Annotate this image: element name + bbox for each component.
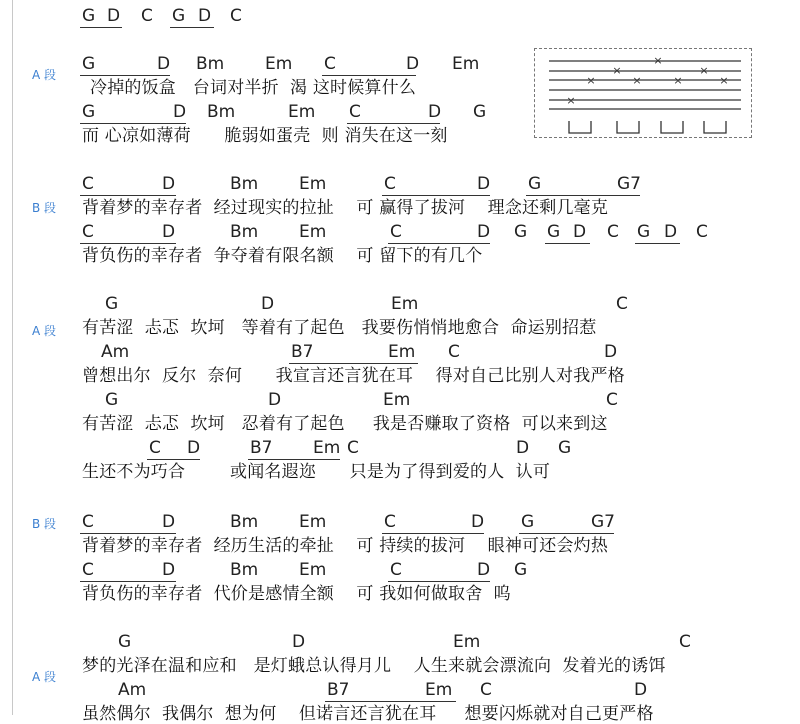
lyric-text: 曾想出尔 反尔 奈何 我宣言还言犹在耳 得对自己比别人对我严格 <box>82 366 625 386</box>
strum-mark: × <box>699 64 709 77</box>
lyric-text: 背负伤的幸存者 争夺着有限名额 可 留下的有几个 <box>82 246 483 266</box>
chord-underline <box>80 27 122 28</box>
chord-symbol: G <box>473 102 487 122</box>
lyric-text: 虽然偶尔 我偶尔 想为何 但诺言还言犹在耳 想要闪烁就对自己更严格 <box>82 704 654 724</box>
chord-symbol: G <box>514 222 528 242</box>
chord-symbol: B7 <box>327 680 350 700</box>
chord-symbol: D <box>477 222 491 242</box>
strum-mark: × <box>586 74 596 87</box>
chord-underline <box>388 243 490 244</box>
chord-symbol: Em <box>299 512 327 532</box>
chord-symbol: Em <box>288 102 316 122</box>
lyric-text: 有苦涩 忐忑 坎坷 忍着有了起色 我是否赚取了资格 可以来到这 <box>82 414 608 434</box>
chord-symbol: Em <box>383 390 411 410</box>
chord-symbol: D <box>516 438 530 458</box>
chord-symbol: D <box>573 222 587 242</box>
chord-underline <box>289 363 418 364</box>
chord-symbol: B7 <box>250 438 273 458</box>
chord-symbol: Em <box>299 560 327 580</box>
chord-symbol: D <box>471 512 485 532</box>
chord-symbol: G <box>528 174 542 194</box>
chord-symbol: G <box>172 6 186 26</box>
chord-symbol: D <box>162 560 176 580</box>
chord-underline <box>80 243 176 244</box>
chord-symbol: D <box>162 222 176 242</box>
section-label-a: A 段 <box>32 324 57 338</box>
chord-symbol: C <box>480 680 492 700</box>
chord-symbol: Em <box>265 54 293 74</box>
chord-symbol: D <box>107 6 121 26</box>
chord-symbol: C <box>82 512 94 532</box>
chord-underline <box>80 75 170 76</box>
chord-symbol: D <box>604 342 618 362</box>
lyric-text: 生还不为巧合 或闻名遐迩 只是为了得到爱的人 认可 <box>82 462 551 482</box>
chord-symbol: G <box>514 560 528 580</box>
chord-symbol: G7 <box>617 174 641 194</box>
chord-symbol: D <box>162 512 176 532</box>
strumming-pattern-svg <box>535 49 753 139</box>
chord-underline <box>322 75 416 76</box>
lyric-text: 背着梦的幸存者 经历生活的牵扯 可 持续的拔河 眼神可还会灼热 <box>82 536 609 556</box>
chord-symbol: Am <box>101 342 130 362</box>
chord-symbol: Em <box>299 222 327 242</box>
chord-symbol: C <box>696 222 708 242</box>
chord-symbol: Bm <box>230 512 259 532</box>
chord-symbol: C <box>390 560 402 580</box>
chord-underline <box>519 533 614 534</box>
chord-symbol: C <box>230 6 242 26</box>
chord-symbol: Em <box>453 632 481 652</box>
chord-symbol: G <box>637 222 651 242</box>
strum-mark: × <box>612 64 622 77</box>
lyric-text: 梦的光泽在温和应和 是灯蛾总认得月儿 人生来就会漂流向 发着光的诱饵 <box>82 656 666 676</box>
section-label-b: B 段 <box>32 201 57 215</box>
chord-symbol: G <box>82 102 96 122</box>
lyric-text: 冷掉的饭盒 台词对半折 渴 这时候算什么 <box>90 78 417 98</box>
chord-symbol: Am <box>118 680 147 700</box>
chord-symbol: Em <box>299 174 327 194</box>
chord-symbol: D <box>634 680 648 700</box>
chord-symbol: C <box>141 6 153 26</box>
chord-symbol: D <box>173 102 187 122</box>
chord-symbol: B7 <box>291 342 314 362</box>
chord-symbol: G <box>105 390 119 410</box>
chord-symbol: D <box>477 560 491 580</box>
chord-symbol: C <box>82 222 94 242</box>
lyric-text: 背负伤的幸存者 代价是感情全额 可 我如何做取舍 呜 <box>82 584 511 604</box>
chord-symbol: D <box>198 6 212 26</box>
chord-symbol: D <box>268 390 282 410</box>
chord-symbol: Em <box>313 438 341 458</box>
chord-underline <box>80 533 176 534</box>
chord-symbol: C <box>606 390 618 410</box>
section-label-b: B 段 <box>32 517 57 531</box>
chord-underline <box>635 243 680 244</box>
beat-bracket <box>704 121 726 133</box>
chord-symbol: C <box>82 560 94 580</box>
chord-underline <box>170 27 214 28</box>
chord-symbol: Em <box>452 54 480 74</box>
beat-bracket <box>661 121 683 133</box>
section-label-a: A 段 <box>32 68 57 82</box>
chord-symbol: D <box>664 222 678 242</box>
chord-symbol: G <box>547 222 561 242</box>
chord-symbol: C <box>607 222 619 242</box>
chord-symbol: G <box>82 6 96 26</box>
chord-symbol: C <box>390 222 402 242</box>
chord-underline <box>388 581 490 582</box>
left-margin-line <box>12 0 13 715</box>
chord-symbol: Em <box>391 294 419 314</box>
chord-symbol: D <box>187 438 201 458</box>
strum-mark: × <box>653 54 663 67</box>
chord-underline <box>325 701 456 702</box>
chord-underline <box>80 581 176 582</box>
section-label-a: A 段 <box>32 670 57 684</box>
chord-underline <box>545 243 590 244</box>
lyric-text: 背着梦的幸存者 经过现实的拉扯 可 赢得了拔河 理念还剩几毫克 <box>82 198 609 218</box>
chord-symbol: Em <box>388 342 416 362</box>
chord-underline <box>347 123 440 124</box>
chord-symbol: C <box>82 174 94 194</box>
chord-symbol: G7 <box>591 512 615 532</box>
chord-symbol: Bm <box>230 222 259 242</box>
chord-symbol: Bm <box>207 102 236 122</box>
chord-symbol: C <box>384 174 396 194</box>
strumming-pattern-diagram <box>534 48 752 138</box>
chord-symbol: D <box>406 54 420 74</box>
beat-bracket <box>617 121 639 133</box>
chord-symbol: G <box>105 294 119 314</box>
chord-symbol: Bm <box>230 174 259 194</box>
chord-symbol: D <box>157 54 171 74</box>
chord-symbol: Bm <box>196 54 225 74</box>
chord-symbol: C <box>347 438 359 458</box>
chord-underline <box>382 533 484 534</box>
chord-underline <box>526 195 640 196</box>
chord-symbol: D <box>261 294 275 314</box>
chord-underline <box>80 195 176 196</box>
chord-underline <box>80 123 186 124</box>
chord-symbol: C <box>349 102 361 122</box>
chord-underline <box>382 195 490 196</box>
chord-symbol: Em <box>425 680 453 700</box>
lyric-text: 有苦涩 忐忑 坎坷 等着有了起色 我要伤悄悄地愈合 命运别招惹 <box>82 318 597 338</box>
chord-symbol: C <box>679 632 691 652</box>
chord-symbol: D <box>292 632 306 652</box>
chord-symbol: D <box>162 174 176 194</box>
strum-mark: × <box>719 74 729 87</box>
beat-bracket <box>569 121 591 133</box>
chord-symbol: G <box>521 512 535 532</box>
chord-symbol: D <box>428 102 442 122</box>
chord-symbol: Bm <box>230 560 259 580</box>
chord-symbol: C <box>149 438 161 458</box>
chord-symbol: C <box>384 512 396 532</box>
strum-mark: × <box>632 74 642 87</box>
strum-mark: × <box>566 94 576 107</box>
chord-underline <box>248 459 340 460</box>
lyric-text: 而 心凉如薄荷 脆弱如蛋壳 则 消失在这一刻 <box>82 126 448 146</box>
chord-symbol: C <box>448 342 460 362</box>
chord-symbol: D <box>477 174 491 194</box>
chord-symbol: C <box>616 294 628 314</box>
strum-mark: × <box>673 74 683 87</box>
chord-symbol: C <box>324 54 336 74</box>
chord-underline <box>147 459 200 460</box>
chord-symbol: G <box>118 632 132 652</box>
chord-symbol: G <box>82 54 96 74</box>
chord-symbol: G <box>558 438 572 458</box>
